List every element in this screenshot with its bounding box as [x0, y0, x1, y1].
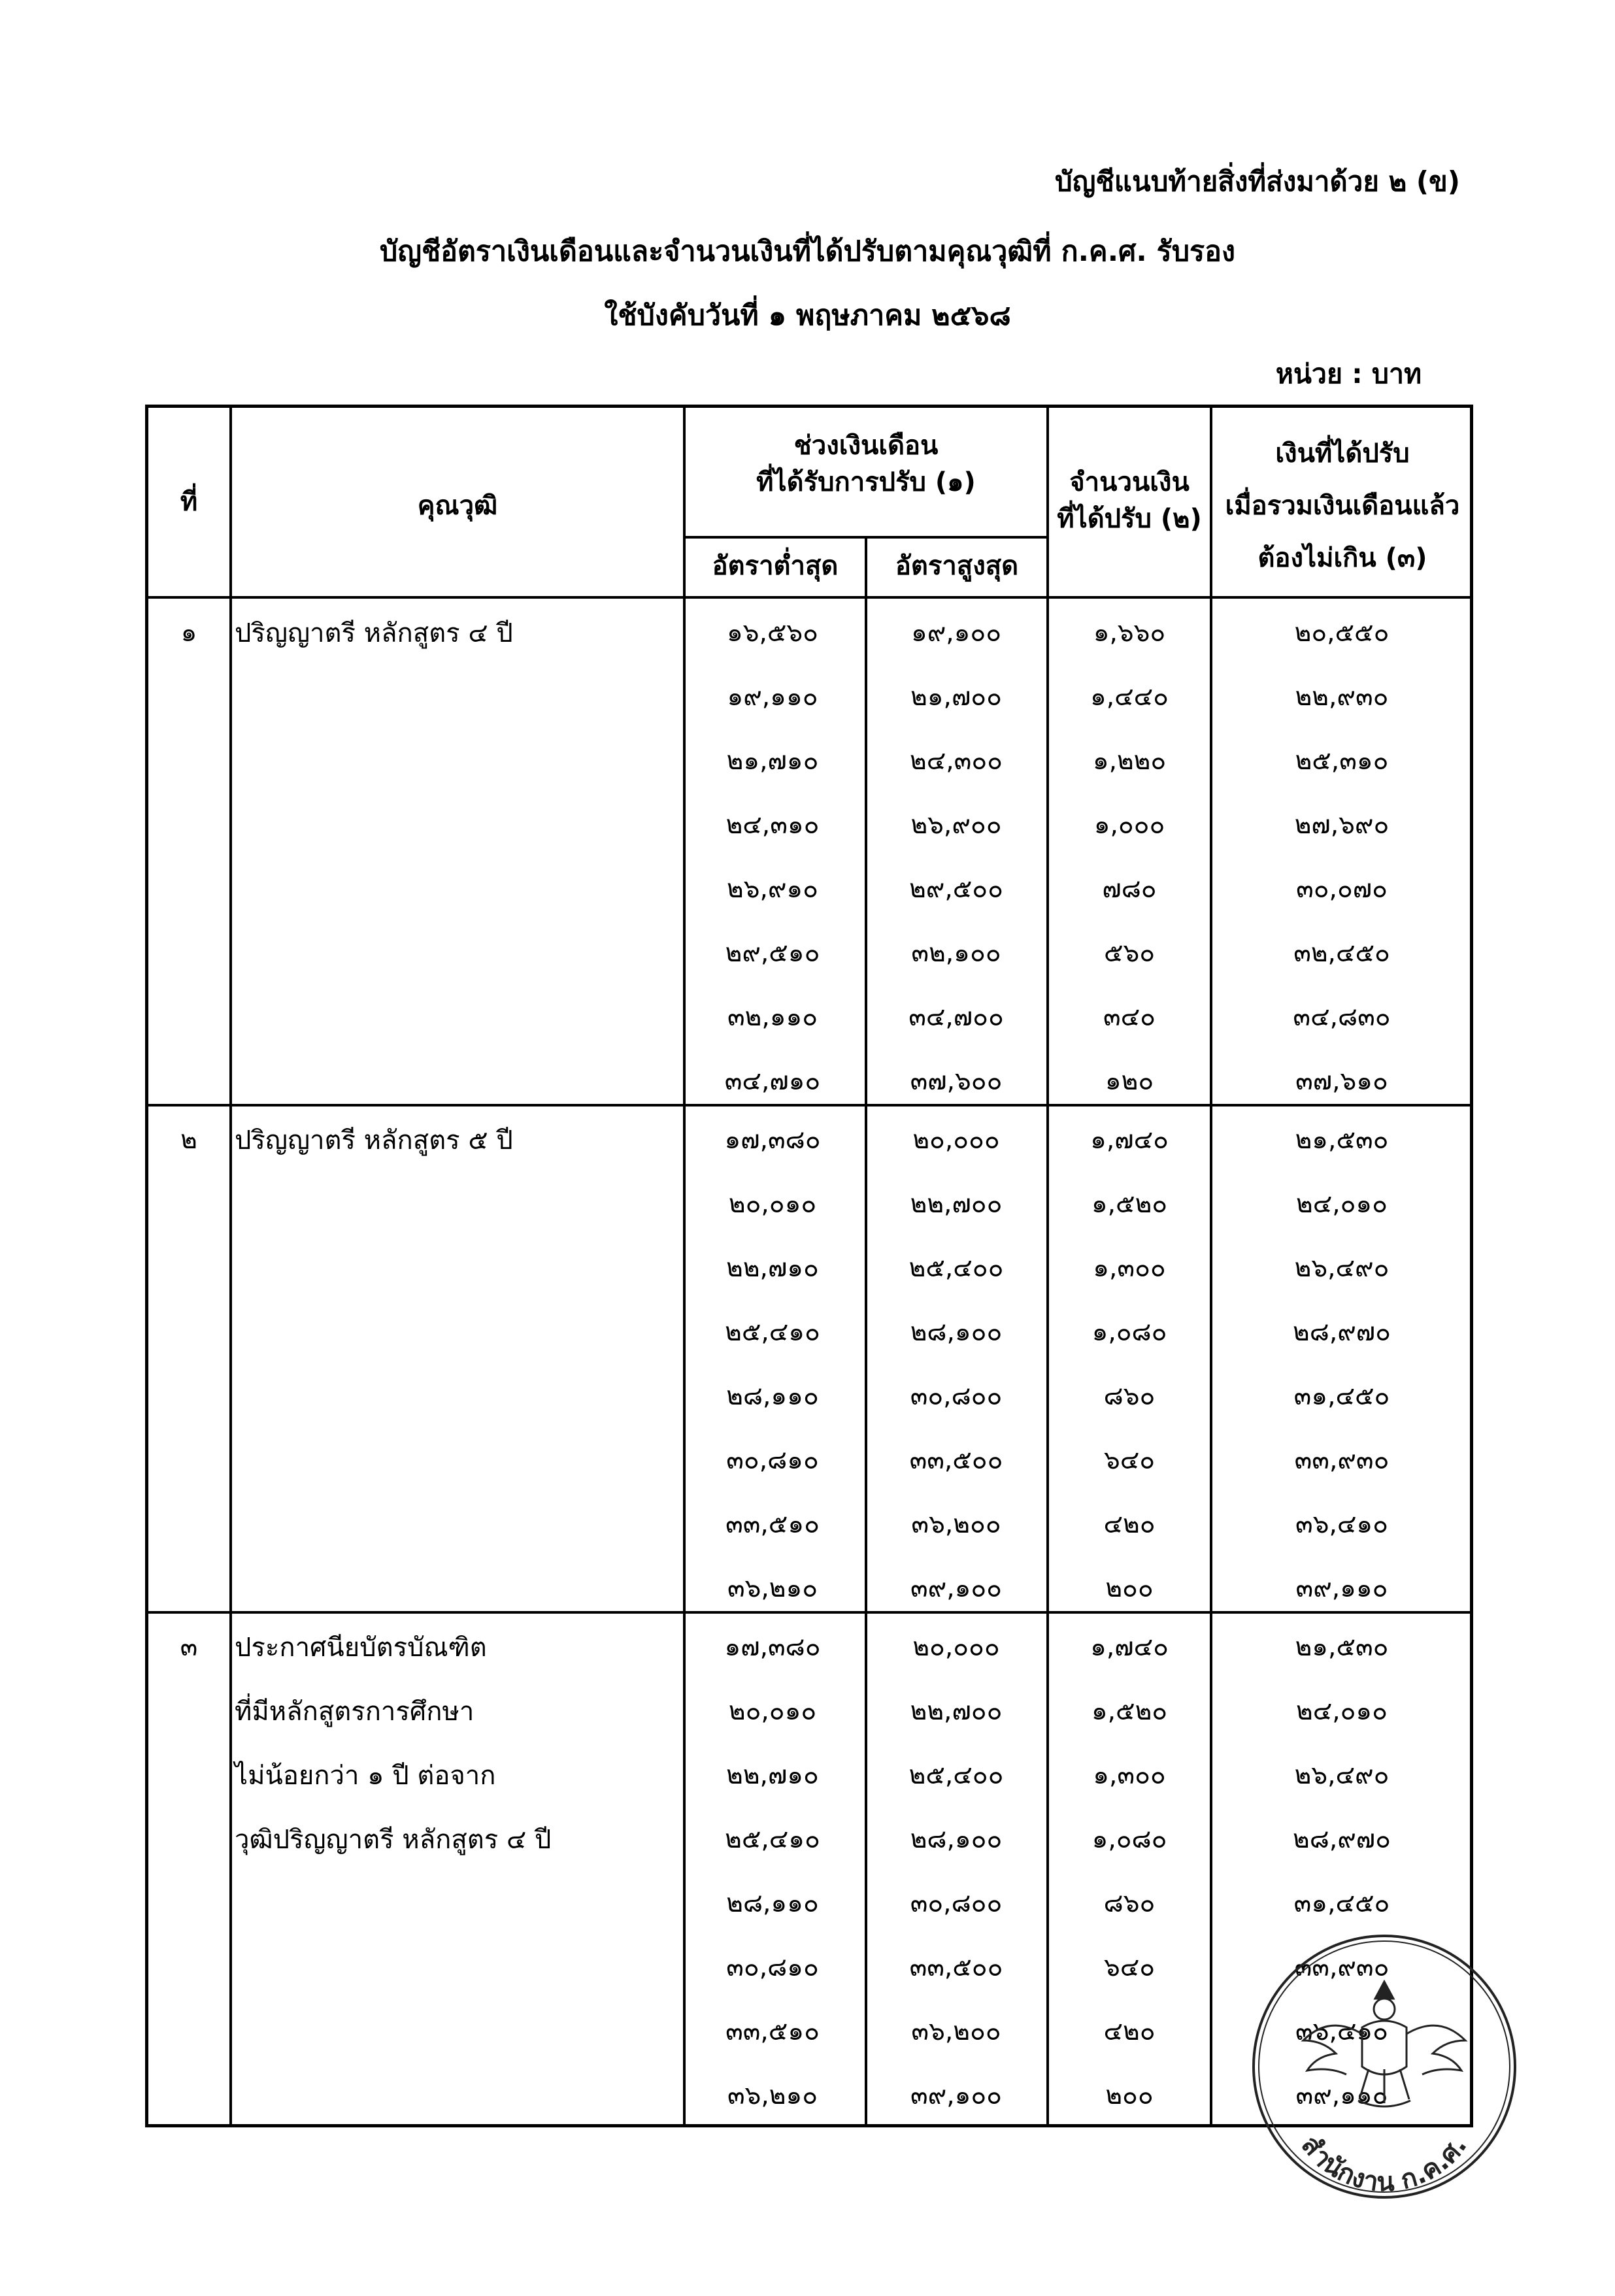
- effective-date: ใช้บังคับวันที่ ๑ พฤษภาคม ๒๕๖๘: [604, 299, 1011, 332]
- table-row: [148, 665, 1470, 729]
- min-rate-cell: ๒๖,๙๑๐: [727, 874, 818, 904]
- group-number: ๓: [180, 1633, 198, 1662]
- max-rate-cell: ๓๒,๑๐๐: [911, 939, 1001, 968]
- col-header-qualification: คุณวุฒิ: [417, 491, 498, 521]
- cap-cell: ๒๐,๕๕๐: [1294, 618, 1390, 648]
- col-header-cap: [1212, 427, 1473, 584]
- increase-cell: ๑,๕๒๐: [1091, 1697, 1168, 1726]
- salary-range-line2: ที่ได้รับการปรับ (๑): [756, 467, 976, 497]
- increase-cell: ๓๔๐: [1103, 1003, 1156, 1032]
- table-row: [148, 1744, 1470, 1808]
- min-rate-cell: ๒๕,๔๑๐: [725, 1318, 820, 1347]
- min-rate-cell: ๒๒,๗๑๐: [726, 1254, 819, 1283]
- max-rate-cell: ๒๕,๔๐๐: [908, 1254, 1004, 1283]
- attachment-reference: บัญชีแนบท้ายสิ่งที่ส่งมาด้วย ๒ (ข): [1054, 165, 1460, 197]
- cap-cell: ๒๗,๖๙๐: [1294, 810, 1390, 840]
- max-rate-cell: ๓๐,๘๐๐: [910, 1382, 1003, 1411]
- increase-cell: ๑,๐๐๐: [1093, 810, 1165, 840]
- document-title: บัญชีอัตราเงินเดือนและจำนวนเงินที่ได้ปรับตามคุณวุฒิที่ ก.ค.ศ. รับรอง: [380, 235, 1235, 268]
- increase-cell: ๑,๔๔๐: [1090, 682, 1169, 712]
- cap-cell: ๒๒,๙๓๐: [1295, 682, 1389, 712]
- increase-line2: ที่ได้ปรับ (๒): [1057, 504, 1202, 534]
- cap-cell: ๒๘,๙๗๐: [1293, 1825, 1391, 1854]
- min-rate-cell: ๒๘,๑๑๐: [726, 1889, 819, 1918]
- cap-line2: เมื่อรวมเงินเดือนแล้ว: [1225, 491, 1460, 521]
- cap-cell: ๒๑,๕๓๐: [1295, 1633, 1389, 1662]
- cap-cell: ๓๙,๑๑๐: [1295, 2081, 1388, 2110]
- increase-cell: ๖๔๐: [1103, 1953, 1156, 1982]
- max-rate-cell: ๑๙,๑๐๐: [910, 618, 1002, 648]
- increase-cell: ๘๖๐: [1103, 1382, 1156, 1411]
- qualification-text: ปริญญาตรี หลักสูตร ๔ ปี: [235, 618, 513, 648]
- min-rate-cell: ๑๙,๑๑๐: [727, 682, 818, 712]
- col-header-no: ที่: [180, 487, 198, 517]
- increase-cell: ๑,๐๘๐: [1091, 1825, 1167, 1854]
- header-bottom-rule: [148, 596, 1470, 599]
- cap-cell: ๓๔,๘๓๐: [1293, 1003, 1391, 1032]
- table-row: [148, 1680, 1470, 1744]
- table-row: [148, 1872, 1470, 1936]
- cap-cell: ๓๒,๔๕๐: [1293, 939, 1390, 968]
- increase-cell: ๑,๓๐๐: [1093, 1761, 1166, 1790]
- max-rate-cell: ๒๖,๙๐๐: [910, 810, 1002, 840]
- cap-line1: เงินที่ได้ปรับ: [1275, 439, 1410, 469]
- qualification-text: ประกาศนียบัตรบัณฑิต: [235, 1633, 487, 1663]
- min-rate-cell: ๓๐,๘๑๐: [726, 1953, 819, 1982]
- cap-cell: ๒๘,๙๗๐: [1293, 1318, 1391, 1347]
- min-rate-cell: ๒๐,๐๑๐: [728, 1697, 817, 1726]
- min-rate-cell: ๒๐,๐๑๐: [728, 1190, 817, 1219]
- cap-cell: ๓๑,๔๕๐: [1293, 1382, 1390, 1411]
- cap-cell: ๓๙,๑๑๐: [1295, 1574, 1388, 1603]
- col-header-increase: [1049, 464, 1210, 537]
- max-rate-cell: ๒๒,๗๐๐: [910, 1190, 1003, 1219]
- qualification-text: ที่มีหลักสูตรการศึกษา: [235, 1697, 475, 1727]
- min-rate-cell: ๒๒,๗๑๐: [726, 1761, 819, 1790]
- cap-cell: ๒๕,๓๑๐: [1295, 746, 1389, 776]
- min-rate-cell: ๓๖,๒๑๐: [727, 1574, 818, 1603]
- table-row: [148, 1108, 1470, 1173]
- table-row: [148, 1365, 1470, 1429]
- salary-table: [145, 405, 1473, 2127]
- max-rate-cell: ๓๐,๘๐๐: [910, 1889, 1003, 1918]
- cap-cell: ๓๖,๔๑๐: [1295, 2017, 1388, 2046]
- increase-cell: ๑,๗๔๐: [1090, 1125, 1169, 1155]
- table-row: [148, 1301, 1470, 1365]
- table-row: [148, 922, 1470, 986]
- min-rate-cell: ๓๓,๕๑๐: [725, 2017, 820, 2046]
- increase-cell: ๑,๓๐๐: [1093, 1254, 1166, 1283]
- min-rate-cell: ๒๕,๔๑๐: [725, 1825, 820, 1854]
- cap-cell: ๒๑,๕๓๐: [1295, 1125, 1389, 1155]
- qualification-text: วุฒิปริญญาตรี หลักสูตร ๔ ปี: [235, 1825, 552, 1855]
- min-rate-cell: ๑๖,๕๖๐: [727, 618, 818, 648]
- max-rate-cell: ๒๐,๐๐๐: [912, 1633, 1000, 1662]
- increase-cell: ๔๒๐: [1103, 2017, 1156, 2046]
- increase-cell: ๒๐๐: [1105, 2081, 1154, 2110]
- cap-cell: ๓๗,๖๑๐: [1295, 1067, 1388, 1096]
- cap-cell: ๒๔,๐๑๐: [1296, 1697, 1388, 1726]
- increase-cell: ๑,๗๔๐: [1090, 1633, 1169, 1662]
- group-number: ๒: [180, 1125, 197, 1155]
- table-row: [148, 1173, 1470, 1237]
- max-rate-cell: ๒๕,๔๐๐: [908, 1761, 1004, 1790]
- increase-cell: ๒๐๐: [1105, 1574, 1154, 1603]
- cap-cell: ๓๐,๐๗๐: [1296, 874, 1388, 904]
- table-row: [148, 793, 1470, 857]
- min-rate-cell: ๒๑,๗๑๐: [726, 746, 819, 776]
- salary-range-line1: ช่วงเงินเดือน: [793, 431, 939, 461]
- max-rate-cell: ๒๘,๑๐๐: [910, 1318, 1003, 1347]
- table-row: [148, 1050, 1470, 1114]
- official-seal: [1247, 1929, 1522, 2204]
- increase-cell: ๗๘๐: [1102, 874, 1157, 904]
- cap-cell: ๒๖,๔๙๐: [1294, 1761, 1390, 1790]
- currency-unit: หน่วย : บาท: [1275, 358, 1422, 390]
- group-number: ๑: [180, 618, 197, 648]
- table-row: [148, 1237, 1470, 1301]
- increase-cell: ๑๒๐: [1105, 1067, 1154, 1096]
- cap-cell: ๓๑,๔๕๐: [1293, 1889, 1390, 1918]
- table-row: [148, 857, 1470, 922]
- col-header-min-rate: อัตราต่ำสุด: [712, 551, 839, 581]
- min-rate-cell: ๓๓,๕๑๐: [725, 1510, 820, 1539]
- garuda-emblem: [1303, 1982, 1465, 2106]
- col-header-salary-range: [686, 427, 1046, 501]
- table-row: [148, 986, 1470, 1050]
- max-rate-cell: ๓๖,๒๐๐: [911, 2017, 1001, 2046]
- qualification-text: ปริญญาตรี หลักสูตร ๕ ปี: [235, 1125, 513, 1156]
- max-rate-cell: ๒๑,๗๐๐: [910, 682, 1002, 712]
- cap-cell: ๓๓,๙๓๐: [1294, 1953, 1390, 1982]
- table-row: [148, 1557, 1470, 1621]
- increase-cell: ๔๒๐: [1103, 1510, 1156, 1539]
- increase-cell: ๘๖๐: [1103, 1889, 1156, 1918]
- increase-cell: ๑,๕๒๐: [1091, 1190, 1168, 1219]
- increase-cell: ๕๖๐: [1103, 939, 1156, 968]
- max-rate-cell: ๓๙,๑๐๐: [910, 2081, 1002, 2110]
- min-rate-cell: ๑๗,๓๘๐: [724, 1125, 821, 1155]
- table-row: [148, 729, 1470, 793]
- max-rate-cell: ๓๖,๒๐๐: [911, 1510, 1001, 1539]
- min-rate-cell: ๒๘,๑๑๐: [726, 1382, 819, 1411]
- max-rate-cell: ๒๘,๑๐๐: [910, 1825, 1003, 1854]
- cap-line3: ต้องไม่เกิน (๓): [1257, 543, 1427, 573]
- min-rate-cell: ๑๗,๓๘๐: [724, 1633, 821, 1662]
- max-rate-cell: ๒๙,๕๐๐: [909, 874, 1003, 904]
- min-rate-cell: ๓๐,๘๑๐: [726, 1446, 819, 1475]
- max-rate-cell: ๓๙,๑๐๐: [910, 1574, 1002, 1603]
- increase-cell: ๖๔๐: [1103, 1446, 1156, 1475]
- min-rate-cell: ๒๙,๕๑๐: [725, 939, 820, 968]
- min-rate-cell: ๒๔,๓๑๐: [725, 810, 820, 840]
- cap-cell: ๓๖,๔๑๐: [1295, 1510, 1388, 1539]
- svg-text:สำนักงาน ก.ค.ศ.: [1295, 2130, 1473, 2197]
- max-rate-cell: ๓๗,๖๐๐: [910, 1067, 1003, 1096]
- col-header-max-rate: อัตราสูงสุด: [895, 551, 1019, 581]
- seal-text: สำนักงาน ก.ค.ศ.: [1295, 2129, 1473, 2198]
- max-rate-cell: ๓๓,๕๐๐: [909, 1446, 1003, 1475]
- max-rate-cell: ๒๔,๓๐๐: [910, 746, 1003, 776]
- table-row: [148, 1616, 1470, 1680]
- min-rate-cell: ๓๔,๗๑๐: [724, 1067, 821, 1096]
- min-rate-cell: ๓๖,๒๑๐: [727, 2081, 818, 2110]
- cap-cell: ๓๓,๙๓๐: [1294, 1446, 1390, 1475]
- increase-cell: ๑,๖๖๐: [1093, 618, 1166, 648]
- increase-cell: ๑,๒๒๐: [1092, 746, 1167, 776]
- table-row: [148, 1808, 1470, 1872]
- max-rate-cell: ๒๒,๗๐๐: [910, 1697, 1003, 1726]
- max-rate-cell: ๓๔,๗๐๐: [908, 1003, 1004, 1032]
- qualification-text: ไม่น้อยกว่า ๑ ปี ต่อจาก: [235, 1761, 496, 1791]
- cap-cell: ๒๖,๔๙๐: [1294, 1254, 1390, 1283]
- cap-cell: ๒๔,๐๑๐: [1296, 1190, 1388, 1219]
- table-row: [148, 1429, 1470, 1493]
- max-rate-cell: ๓๓,๕๐๐: [909, 1953, 1003, 1982]
- increase-line1: จำนวนเงิน: [1069, 467, 1190, 497]
- table-row: [148, 1493, 1470, 1557]
- table-row: [148, 601, 1470, 665]
- max-rate-cell: ๒๐,๐๐๐: [912, 1125, 1000, 1155]
- subheader-rule: [683, 536, 1049, 539]
- min-rate-cell: ๓๒,๑๑๐: [727, 1003, 818, 1032]
- increase-cell: ๑,๐๘๐: [1091, 1318, 1167, 1347]
